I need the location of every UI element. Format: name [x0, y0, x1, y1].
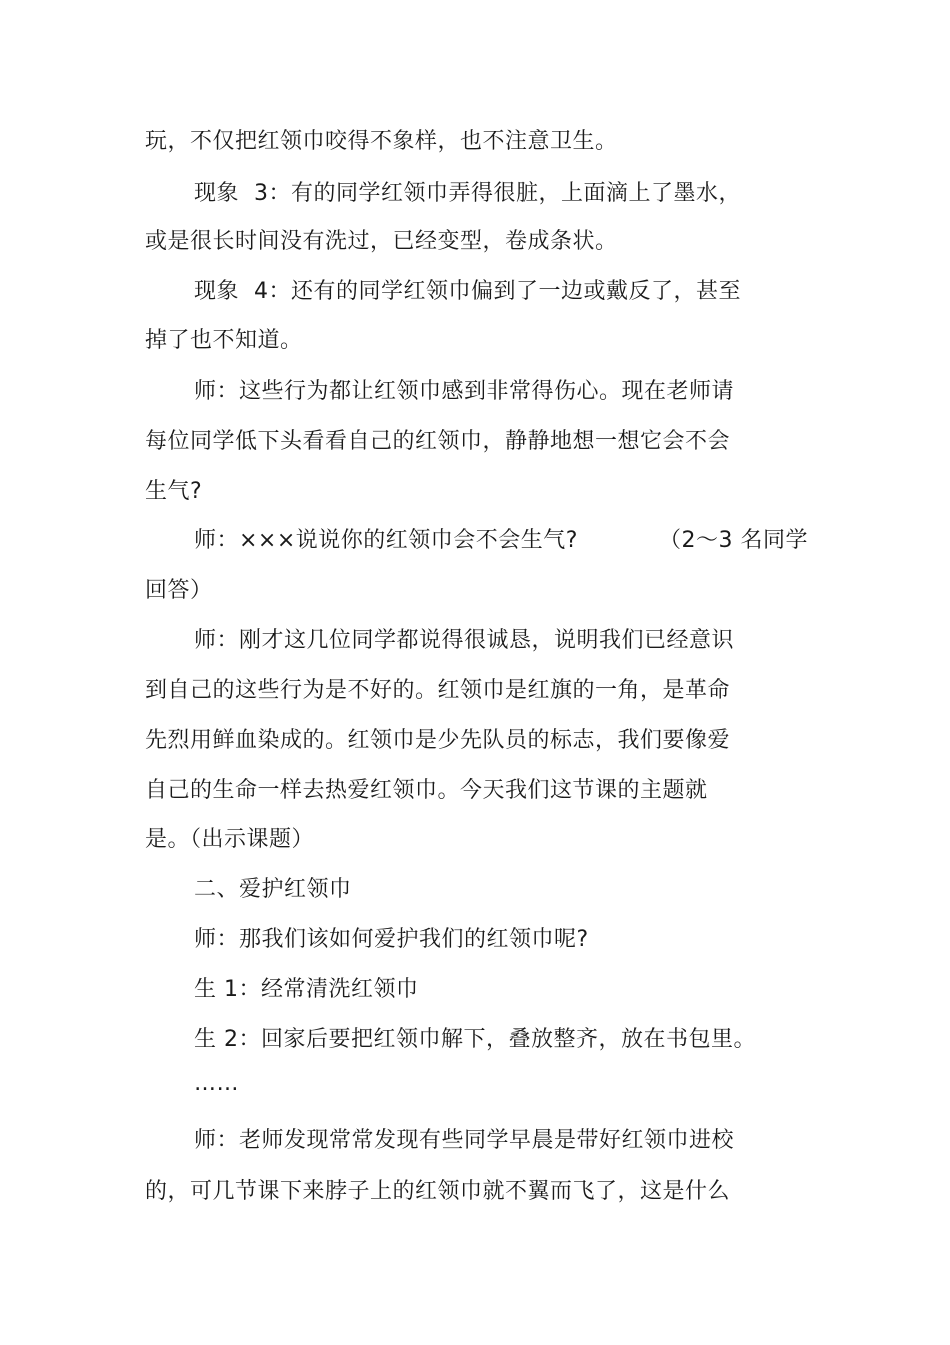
paragraph-line: 师：老师发现常常发现有些同学早晨是带好红领巾进校 [194, 1128, 735, 1153]
paragraph-line: 师：那我们该如何爱护我们的红领巾呢? [194, 927, 589, 952]
paragraph-line: 玩，不仅把红领巾咬得不象样，也不注意卫生。 [145, 129, 618, 154]
paragraph-line: 先烈用鲜血染成的。红领巾是少先队员的标志，我们要像爱 [145, 728, 731, 753]
paragraph-line: 生 2：回家后要把红领巾解下，叠放整齐，放在书包里。 [194, 1027, 756, 1052]
paragraph-line: 回答） [145, 578, 213, 603]
paragraph-line: （2～3 名同学 [659, 528, 808, 553]
paragraph-line: 是。（出示课题） [145, 827, 315, 852]
section-heading: 二、爱护红领巾 [194, 877, 352, 902]
paragraph-line: 生 1：经常清洗红领巾 [194, 977, 419, 1002]
paragraph-line: 师：这些行为都让红领巾感到非常得伤心。现在老师请 [194, 379, 735, 404]
paragraph-line: 到自己的这些行为是不好的。红领巾是红旗的一角，是革命 [145, 678, 731, 703]
paragraph-line: 每位同学低下头看看自己的红领巾，静静地想一想它会不会 [145, 429, 731, 454]
paragraph-line: 师：刚才这几位同学都说得很诚恳，说明我们已经意识 [194, 628, 735, 653]
paragraph-line: 自己的生命一样去热爱红领巾。今天我们这节课的主题就 [145, 778, 708, 803]
paragraph-line: 现象 4：还有的同学红领巾偏到了一边或戴反了，甚至 [194, 279, 741, 304]
paragraph-line: 现象 3：有的同学红领巾弄得很脏，上面滴上了墨水， [194, 181, 741, 206]
paragraph-line: 掉了也不知道。 [145, 328, 303, 353]
paragraph-line: 生气? [145, 479, 203, 504]
paragraph-line: 或是很长时间没有洗过，已经变型，卷成条状。 [145, 229, 618, 254]
ellipsis-line: …… [194, 1071, 239, 1096]
paragraph-line: 的，可几节课下来脖子上的红领巾就不翼而飞了，这是什么 [145, 1179, 731, 1204]
paragraph-line: 师：×××说说你的红领巾会不会生气? [194, 528, 578, 553]
